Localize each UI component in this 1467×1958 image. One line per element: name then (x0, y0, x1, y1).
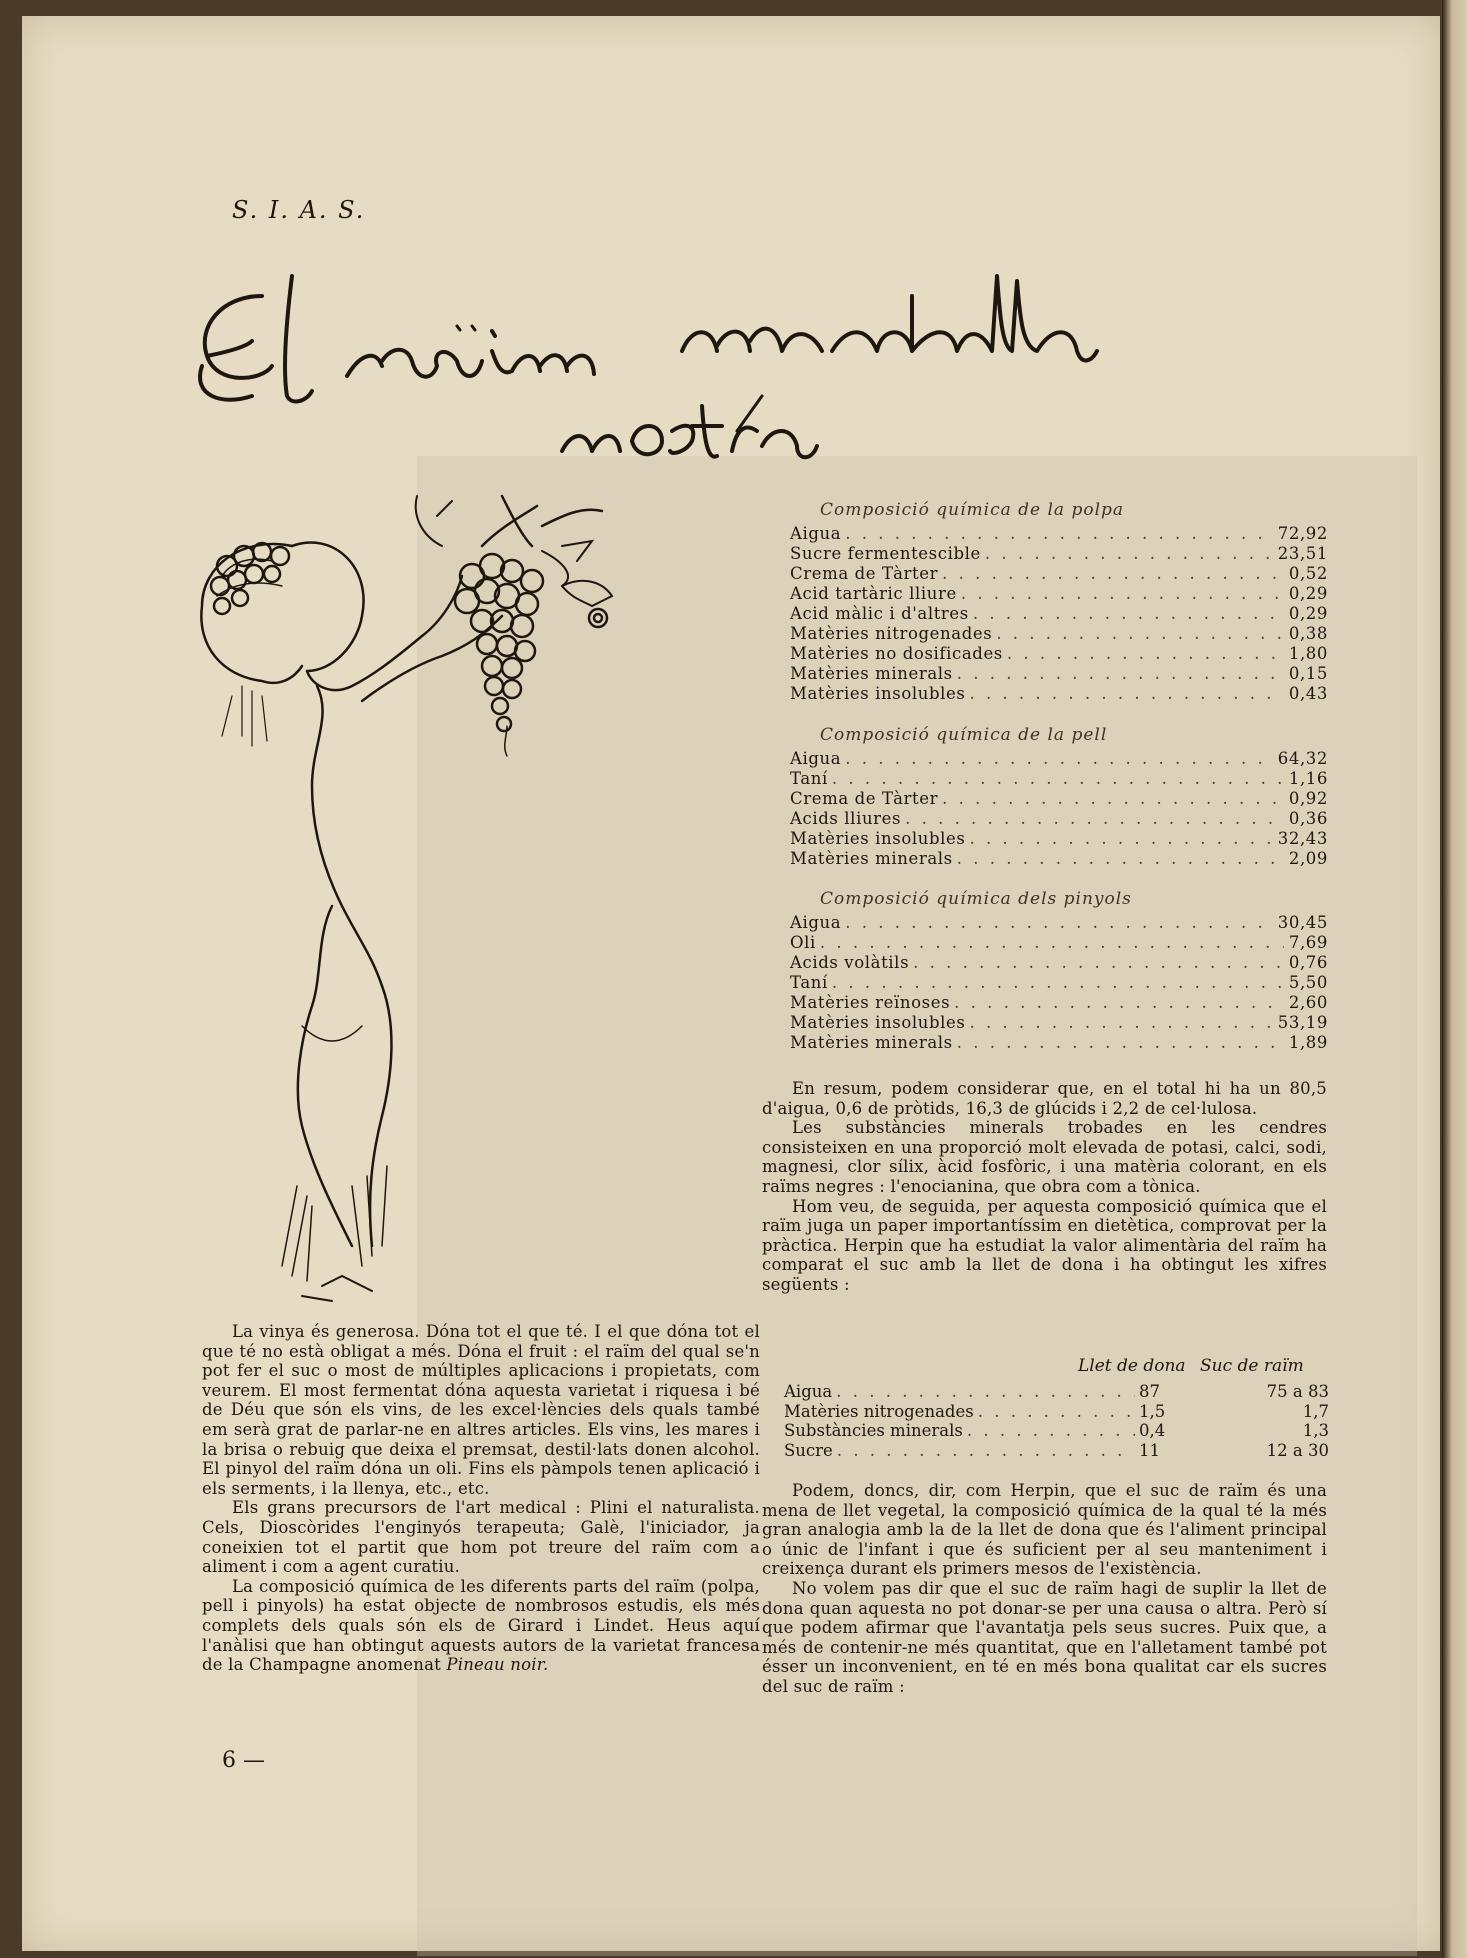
milk-table-header (784, 1356, 1329, 1378)
column-header: Suc de raïm (1200, 1356, 1304, 1376)
table-row: Aigua . . . 72,92 (790, 524, 1328, 544)
table-row: Matèries minerals . . . 2,09 (790, 849, 1328, 869)
table-row: Aigua . . . 64,32 (790, 749, 1328, 769)
table-row: Substàncies minerals . . . 0,4 1,3 (784, 1421, 1329, 1441)
table-row: Taní . . . 1,16 (790, 769, 1328, 789)
table-row: Acids volàtils . . . 0,76 (790, 953, 1328, 973)
seeds-composition-table (790, 889, 1328, 1053)
table-heading: Composició química dels pinyols (820, 889, 1132, 909)
table-row: Crema de Tàrter . . . 0,52 (790, 564, 1328, 584)
paragraph: Els grans precursors de l'art medical : Plini el naturalista. Cels, Dioscòrides l'enginyós terapeuta; Galè, l'iniciador, ja coneixien tot el partit que hom pot treure del raïm com a aliment i com a agent curatiu. (202, 1498, 760, 1577)
table-row: Oli . . . 7,69 (790, 933, 1328, 953)
pulp-composition-table (790, 500, 1328, 704)
table-row: Acid màlic i d'altres . . . 0,29 (790, 604, 1328, 624)
right-column-text-upper (762, 1079, 1327, 1295)
table-row: Acids lliures . . . 0,36 (790, 809, 1328, 829)
paragraph: Les substàncies minerals trobades en les cendres consisteixen en una proporció molt elevada de potasi, calci, sodi, magnesi, clor sílix, àcid fosfòric, i una matèria colorant, en els raïms negres : l'enocianina, que obra com a tònica. (762, 1118, 1327, 1196)
table-row: Acid tartàric lliure . . . 0,29 (790, 584, 1328, 604)
table-row: Aigua . . . 30,45 (790, 913, 1328, 933)
left-column-text (202, 1322, 760, 1675)
table-row: Matèries minerals . . . 0,15 (790, 664, 1328, 684)
paragraph: La vinya és generosa. Dóna tot el que té. I el que dóna tot el que té no està obligat a més. Dóna el fruit : el raïm del qual se'n pot fer el suc o most de múltiples aplicacions i propietats, com veurem. El most fermentat dóna aquesta varietat i riquesa i bé de Déu que són els vins, de les excel·lències dels quals també em serà grat de parlar-ne en altres articles. Els vins, les mares i la brisa o rebuig que deixa el premsat, destil·lats donen alcohol. El pinyol del raïm dóna un oli. Fins els pàmpols tenen aplicació i els serments, i la llenya, etc., etc. (202, 1322, 760, 1498)
table-row: Sucre fermentescible . . . 23,51 (790, 544, 1328, 564)
table-row: Taní . . . 5,50 (790, 973, 1328, 993)
table-row: Matèries insolubles . . . 53,19 (790, 1013, 1328, 1033)
paragraph: En resum, podem considerar que, en el total hi ha un 80,5 d'aigua, 0,6 de pròtids, 16,3 de glúcids i 2,2 de cel·lulosa. (762, 1079, 1327, 1118)
paragraph: No volem pas dir que el suc de raïm hagi de suplir la llet de dona quan aquesta no pot donar-se per una causa o altra. Però sí que podem afirmar que l'avantatja pels seus sucres. Puix que, a més de contenir-ne més quantitat, que en l'alletament també pot ésser un inconvenient, en té en més bona qualitat car els sucres del suc de raïm : (762, 1578, 1327, 1696)
table-row: Matèries no dosificades . . . 1,80 (790, 644, 1328, 664)
handwritten-title (192, 256, 1332, 486)
paragraph: Podem, doncs, dir, com Herpin, que el suc de raïm és una mena de llet vegetal, la composició química de la qual té la més gran analogia amb la de la llet de dona que és l'aliment principal o únic de l'infant i que és suficient per al seu manteniment i creixença durant els primers mesos de l'existència. (762, 1481, 1327, 1579)
table-row: Matèries nitrogenades . . . 0,38 (790, 624, 1328, 644)
next-page-edge (1442, 0, 1467, 1958)
magazine-page (22, 16, 1440, 1951)
table-row: Sucre . . . 11 12 a 30 (784, 1441, 1329, 1461)
table-row: Matèries insolubles . . . 0,43 (790, 684, 1328, 704)
column-header: Llet de dona (1078, 1356, 1186, 1376)
section-label: S. I. A. S. (232, 196, 366, 224)
table-row: Matèries insolubles . . . 32,43 (790, 829, 1328, 849)
table-row: Aigua . . . 87 75 a 83 (784, 1382, 1329, 1402)
table-row: Matèries minerals . . . 1,89 (790, 1033, 1328, 1053)
paragraph: La composició química de les diferents parts del raïm (polpa, pell i pinyols) ha estat objecte de nombrosos estudis, els més complets dels quals són els de Girard i Lindet. Heus aquí l'anàlisi que han obtingut aquests autors de la varietat francesa de la Champagne anomenat Pineau noir. (202, 1576, 760, 1675)
cherub-with-grapes-illustration (182, 486, 642, 1316)
table-heading: Composició química de la polpa (820, 500, 1125, 520)
skin-composition-table (790, 725, 1328, 869)
paragraph: Hom veu, de seguida, per aquesta composició química que el raïm juga un paper importantíssim en dietètica, comprovat per la pràctica. Herpin que ha estudiat la valor alimentària del raïm ha comparat el suc amb la llet de dona i ha obtingut les xifres següents : (762, 1196, 1327, 1294)
right-column-text-lower (762, 1481, 1327, 1697)
milk-comparison-table (784, 1356, 1329, 1460)
table-heading: Composició química de la pell (820, 725, 1108, 745)
table-row: Matèries nitrogenades . . . 1,5 1,7 (784, 1402, 1329, 1422)
page-number: 6 — (222, 1748, 265, 1773)
table-row: Crema de Tàrter . . . 0,92 (790, 789, 1328, 809)
table-row: Matèries reïnoses . . . 2,60 (790, 993, 1328, 1013)
